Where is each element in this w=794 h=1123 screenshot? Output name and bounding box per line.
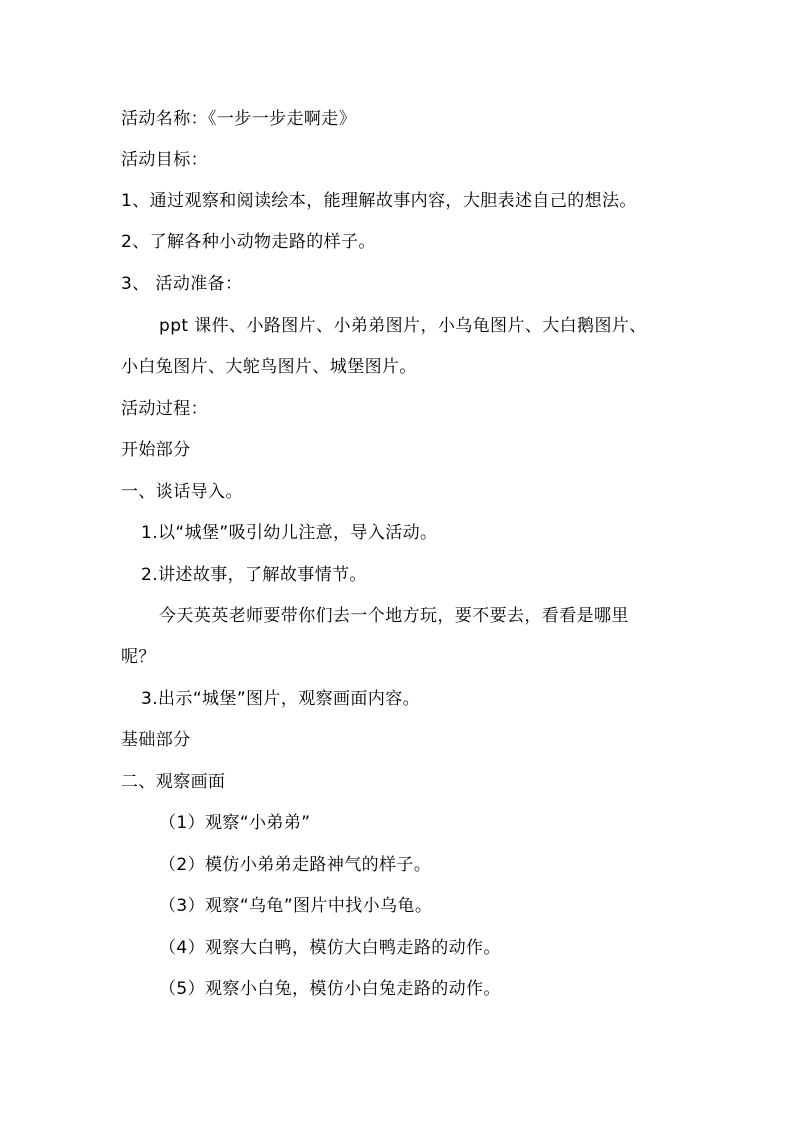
section-2-title: 二、观察画面 — [121, 772, 226, 792]
step-3: 3.出示“城堡”图片，观察画面内容。 — [141, 689, 421, 709]
step-1: 1.以“城堡”吸引幼儿注意，导入活动。 — [141, 523, 438, 543]
speech-line-1: 今天英英老师要带你们去一个地方玩，要不要去，看看是哪里 — [159, 606, 629, 626]
step-2: 2.讲述故事，了解故事情节。 — [141, 565, 367, 585]
observation-1: （1）观察“小弟弟” — [159, 813, 311, 833]
activity-name: 活动名称：《一步一步走啊走》 — [121, 109, 357, 129]
part-start: 开始部分 — [121, 440, 191, 460]
goal-2: 2、了解各种小动物走路的样子。 — [121, 232, 376, 252]
part-basic: 基础部分 — [121, 730, 191, 750]
observation-3: （3）观察“乌龟”图片中找小乌龟。 — [159, 896, 433, 916]
prep-line-1: ppt 课件、小路图片、小弟弟图片，小乌龟图片、大白鹅图片、 — [159, 316, 647, 336]
observation-2: （2）模仿小弟弟走路神气的样子。 — [159, 855, 432, 875]
goal-1: 1、通过观察和阅读绘本，能理解故事内容，大胆表述自己的想法。 — [121, 191, 637, 211]
process-heading: 活动过程： — [121, 399, 208, 419]
speech-line-2: 呢？ — [121, 647, 156, 667]
observation-5: （5）观察小白兔，模仿小白兔走路的动作。 — [159, 979, 501, 999]
prep-line-2: 小白兔图片、大鸵鸟图片、城堡图片。 — [121, 357, 417, 377]
section-1-title: 一、谈话导入。 — [121, 482, 243, 502]
goal-3: 3、 活动准备： — [121, 274, 243, 294]
goals-heading: 活动目标： — [121, 150, 208, 170]
observation-4: （4）观察大白鸭，模仿大白鸭走路的动作。 — [159, 938, 501, 958]
